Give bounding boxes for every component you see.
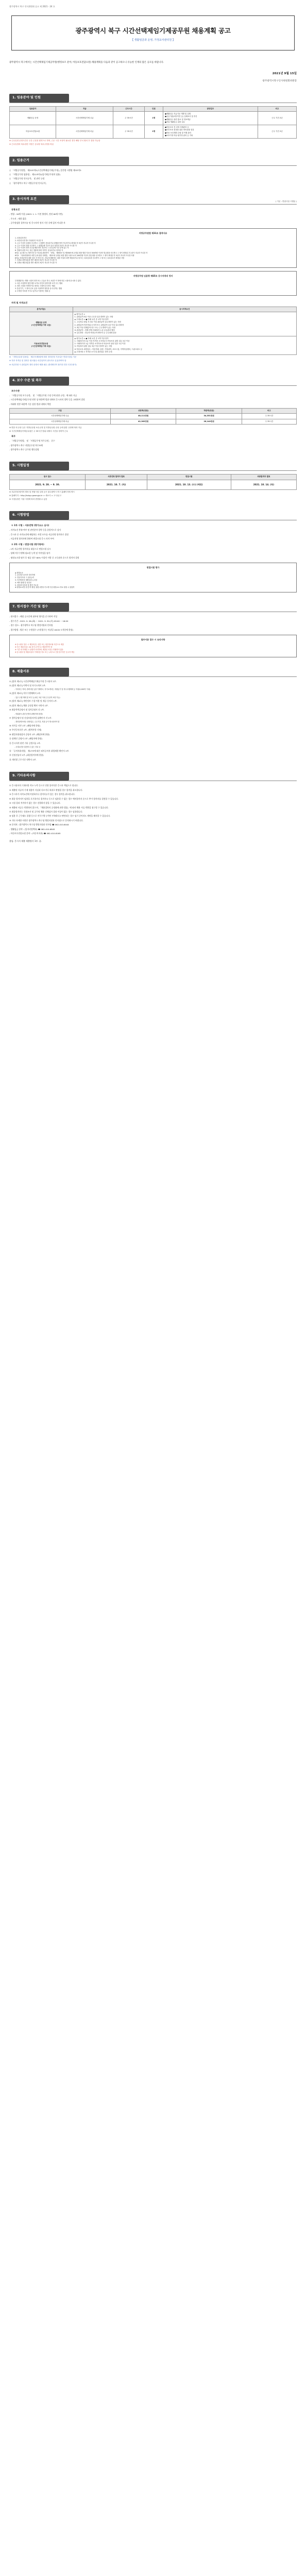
submission-line: - 접수 장소 : 광주광역시 북구청 행정지원과 인사팀	[9, 624, 53, 627]
document-item: ① [별지 제1호] 시간선택제임기제공무원 응시원서 1부.	[9, 680, 57, 683]
schedule-note: ※ 홈페이지 : http://bukgu.gwangju.kr > 새소식 > 고시/공고	[9, 494, 61, 497]
suspension-line: 4. 부정한 자료를 가지고 있거나 이용하는 행위 등	[15, 290, 50, 292]
section-heading: 3. 응시자격 요건	[9, 195, 69, 204]
box-title: 첨부서류 접수 시 유의사항	[141, 638, 165, 641]
requirement-line: ◈ 우대사항 > 자격증 소지 및 관련업무 경력 우대	[74, 351, 112, 353]
table-header: 원서 접수	[10, 474, 86, 480]
table-header: 상한액(천원)	[110, 409, 176, 414]
qualification-subtitle: 자격 및 자격요건	[11, 301, 28, 304]
table-row	[10, 125, 297, 139]
cell-grade: 시간선택제임기제 나급	[56, 112, 113, 125]
document-detail: - 업무 수행 계획 및 포부 등 (최근 3년 이내 근무실적 포함 가능)	[14, 696, 60, 699]
suspension-box	[9, 271, 297, 296]
table-header: 직급	[56, 106, 113, 111]
legal-basis-item: ○ 「광주광역시 북구 지방공무원 인사규칙」	[9, 181, 48, 184]
section-heading: 7. 원서접수 기간 및 접수	[9, 603, 69, 612]
table-note: ※ 「지방공무원 임용령」 제17조제3항에 따라 경력산정 기준일은 면접시험일 기준	[9, 356, 77, 359]
pay-subtitle: 보수수준	[11, 389, 20, 392]
cell-time: 주 35시간	[113, 125, 144, 139]
caution-item: ⑤ 시험 결과 적격자가 없는 경우 선발하지 않을 수 있습니다.	[9, 802, 61, 805]
cell-field: 아동보호전담요원 (시간선택제임기제 마급)	[10, 336, 73, 355]
doc-ref: 광주광역시 북구 인사위원회 공고 제 2021 - 24 호	[9, 5, 55, 8]
table-row	[10, 419, 297, 424]
schedule-note: ※ 서류전형 합격자 발표 및 면접시험 일정 등은 광주광역시 북구 홈페이지에 게시	[9, 490, 75, 493]
common-subtitle: 공통요건	[11, 208, 20, 211]
exam-line: - 1차 서류전형 합격자를 대상으로 면접시험 실시	[9, 547, 51, 550]
table-header: 임용분야	[10, 106, 56, 111]
schedule-note: ※ 시험일정은 기관 사정에 따라 변경될 수 있음	[9, 498, 47, 501]
interview-line: 4. 예의·품행 및 성실성	[15, 581, 31, 584]
section-5	[9, 462, 297, 501]
page-subtitle: 【 생활임금과 운영, 가정교사관리원 】	[131, 39, 175, 42]
document-item: ④ [별지 제4호] 개인정보 수집·이용 및 제공 동의서 1부.	[9, 700, 57, 703]
table-note: ※ 각종 자격증 및 경력은 원서접수 마감일까지 취득하고 유효하여야 함	[9, 360, 66, 362]
pay-line: - 시간선택제임기제공무원 연봉 상·하한액 범위 내에서 응시자의 경력 등을 고려하여 결정	[9, 398, 85, 401]
section-6	[9, 511, 297, 592]
requirement-line: 3. 아동복지 관련 업무 3년 이상 경력이 있는 사람	[74, 345, 112, 348]
section-7	[9, 603, 297, 657]
caution-item: ⑥ 제출된 서류는 반환하지 않으며, 「채용절차의 공정화에 관한 법률」에 따라 채용 서류 반환을 청구할 수 있습니다.	[9, 806, 109, 809]
table-header: 비고	[258, 106, 296, 111]
pay-cell: 42,363천원	[110, 419, 176, 424]
cell-field: 생활임금 운영	[10, 112, 56, 125]
document-item: ⑩ 취업지원대상자 증명서 1부. (해당자에 한함)	[9, 733, 50, 736]
section-1	[9, 94, 297, 146]
disqualification-line: 4. 금고 이상의 형을 선고받고 그 집행유예 기간이 끝난 날부터 2년이 지나지 아니한 자	[15, 244, 77, 247]
disqualification-line: 2. 파산선고를 받고 복권되지 아니한 자	[15, 240, 43, 242]
disqualification-line: 1. 피성년후견인	[15, 237, 27, 240]
cell-time: 주 35시간	[113, 112, 144, 125]
requirement-line: 1. 관련분야 3년 이상 근무한 실무경력이 있는 사람	[74, 315, 113, 318]
table-note: ※ 근무일정과 복무관련 사항은 공무원 복무규정을 따름	[9, 143, 54, 146]
document-item: ③ [별지 제3호] 직무수행계획서 1부.	[9, 692, 41, 695]
table-header: 서류전형 합격자 발표	[86, 474, 147, 480]
legal-basis-item: ○ 「지방공무원 인사규칙」 및 관련 규정	[9, 177, 45, 180]
document-item: ② [별지 제2호] 이력서 및 자기소개서 1부.	[9, 684, 46, 687]
disqualification-line: 6의3. 「성폭력범죄의 처벌 등에 관한 특례법」 제2조에 규정된 죄를 범한 사람으로서 100만원 이상의 벌금형을 선고받고 그 형이 확정된 후 3년이 지나지 아니한 사람	[15, 254, 134, 257]
caution-item: ⑨ 기타 자세한 사항은 광주광역시 북구청 행정지원과 인사팀으로 문의하시기 바랍니다.	[9, 819, 83, 822]
caution-item: ② 제출된 서류의 기재 내용이 사실과 다르거나 허위로 판명될 경우 합격을 취소합니다.	[9, 788, 83, 791]
footer-note: 붙임. 응시서 제출 제출양식 1부. 끝.	[9, 839, 42, 842]
table-header: 하한액(천원)	[176, 409, 242, 414]
suspension-line: 3. 통신기기, 그 밖의 신호 등을 이용하여 답안을 송·수신하는 행위	[15, 287, 62, 290]
box-title: 지방공무원 임용령 제65조 응시자격의 정지	[133, 274, 173, 277]
document-item: ⑤ [별지 제5호] 채용 공정성 확보 서약서 1부.	[9, 704, 48, 707]
cell-field: 생활임금 운영 (시간선택제임기제 나급)	[10, 312, 73, 336]
service-line: - 광주광역시 북구 공무원 행동강령	[9, 448, 39, 451]
disqualification-line: 5. 금고 이상의 형의 선고유예를 받은 경우에 그 선고유예 기간 중에 있는 자	[15, 247, 69, 249]
exam-line: - 당해 직무수행에 필요한 능력 및 적격성을 평가	[9, 552, 50, 555]
submission-line: - 접수기간 : 2021. 9. 28.(화) ~ 2021. 9. 30.(목) 09:00 ~ 18:00	[9, 619, 69, 622]
contact-line: - 아동보호전담요원 분야 : (아동복지과) ☎ 062-410-8165	[9, 832, 61, 835]
schedule-cell: 2021. 9. 28. ~ 9. 30.	[10, 480, 86, 489]
requirement-line: 3. 3년 이상 경제분야 연구 또는 근무경력이 있는 사람	[74, 326, 116, 329]
table-note: ※ 서류전형 시 관련분야 경력 증명서 제출 필수 (경력확인이 불가한 경우 인정 불가)	[9, 363, 77, 366]
cell-note: 근무 기간 2년	[258, 112, 296, 125]
document-detail: - 우대요건을 입증할 수 있는 서류 등	[14, 746, 41, 749]
common-requirement: - 공무원임용 결격사유 및 응시자격 정지 기간 중에 있지 아니한 자	[9, 222, 65, 225]
submission-line: - 접수방법 : 방문 또는 우편접수 (우편접수는 마감일 18:00 도착분에 한함)	[9, 628, 73, 631]
legal-basis-item: ○ 「지방공무원법」 제25조의5(시간선택제임기제공무원), 같은법 시행령 제3조의3	[9, 168, 81, 172]
section-4	[9, 377, 297, 452]
cell-duty: ●생활임금 지급기준 개발 및 실행 ●공공기관(외부이전 등) 실태조사 및 추진 ●생활임금 관련 홍보 및 정보제공 ●기타 생활임금 관련 업무	[163, 112, 258, 125]
table-header: 비고	[242, 409, 296, 414]
schedule-cell: 2021. 10. 14. (목)	[231, 480, 296, 489]
interview-line: 3. 의사발표의 정확성과 논리성	[15, 579, 38, 581]
disqualification-line: 3. 금고 이상의 실형을 선고받고 그 집행이 종료되거나 집행을 받지 아니하기로 확정된 후 5년이 지나지 아니한 자	[15, 242, 96, 244]
requirement-line: ◈ 평가요건 >	[74, 313, 86, 315]
submission-note: ※ 응시원서 및 제출서류의 기재사항 착오 또는 누락으로 인한 불이익은 응시자 책임	[15, 651, 75, 653]
suspension-line: 2. 대리 시험을 의뢰하거나 대리로 시험에 응시하는 행위	[15, 284, 55, 287]
cell-note: 근무 기간 2년	[258, 125, 296, 139]
cell-field: 아동보호전담요원	[10, 125, 56, 139]
page-title: 광주광역시 북구 시간선택제임기제공무원 채용계획 공고	[75, 27, 231, 35]
caution-item: ⑩ 문의처 : 광주광역시 북구청 행정지원과 인사팀 ☎ 062-410-6444	[9, 823, 69, 826]
caution-item: ⑦ 최종합격자는 신원조사 및 공무원 채용 신체검사 결과 이상이 없는 경우 임용됩니다.	[9, 810, 83, 814]
exam-line: - 응시자 중 자격요건에 해당하는 사람 모두를 서류전형 합격자로 결정	[9, 533, 69, 536]
pay-line: - 아래의 연봉 하한액 기준 상한 범위 내에서 책정	[9, 402, 51, 405]
common-requirement: - 주소지 : 제한 없음	[9, 217, 27, 220]
service-line: - 광주광역시 북구 지방공무원 복무조례	[9, 444, 43, 447]
document-item: ⑭ 신원진술서 1부. (최종합격자에 한함)	[9, 754, 44, 757]
section-heading: 6. 시험방법	[9, 511, 69, 520]
table-header: 담당업무	[163, 106, 258, 111]
caution-item: ④ 최종 합격자가 임용을 포기하거나 결격사유 등으로 임용할 수 없는 경우 예비합격자 순으로 추가 합격자를 결정할 수 있습니다.	[9, 797, 119, 800]
interview-box	[9, 563, 297, 592]
document-item: ⑦ 경력증명서 및 건강보험자격득실확인서 각 1부.	[9, 716, 52, 719]
table-header: 분야(직급)	[10, 307, 73, 312]
interview-line: ◈ 평정요소	[15, 571, 23, 574]
submission-line: - 원서접수 : 해당 공고문에 첨부된 양식을 준수하여 작성	[9, 615, 57, 618]
requirement-line: ※ 관련분야 : 경제·경영·사회복지·노동·공공관리·행정	[74, 329, 115, 332]
table-header: 근무시간	[113, 106, 144, 111]
table-row	[10, 312, 297, 336]
document-item: ⑨ 주민등록초본 1부. (병역사항 기재)	[9, 728, 42, 732]
document-detail: - 이력서는 학력, 경력사항 등을 기재하고, 자기소개서는 지원동기 및 직무수행계획 등 작성(2,000자 이내)	[14, 688, 91, 691]
table-row	[10, 112, 297, 125]
interview-line: 1. 공무원으로서의 정신자세	[15, 574, 35, 577]
table-header: 응시자격요건	[73, 307, 296, 312]
table-header: 인원	[144, 106, 163, 111]
section-heading: 4. 보수 수준 및 복무	[9, 377, 69, 385]
caution-item: ⑧ 임용 후 근무태도 불량 등으로 직무수행 능력이 부족하다고 판단되는 경우 임기 중이라도 계약을 해지할 수 있습니다.	[9, 815, 111, 818]
submission-note: ※ 모든 제출서류는 A4 용지 규격으로 제출하여야 함	[15, 646, 53, 649]
table-row	[10, 336, 297, 355]
disqualification-line: 8. 징계로 해임처분을 받은 때부터 3년이 지나지 아니한 자	[15, 262, 57, 264]
suspension-line: 1. 다른 수험생의 답안지를 보거나 본인의 답안지를 보여 주는 행위	[15, 282, 63, 285]
exam-line: - 서류전형 합격자에 한하여 면접시험 응시 자격 부여	[9, 537, 54, 540]
common-requirement: - 연령 : 18세 이상 (2003. 1. 1. 이전 출생자, 정년 60세 미만)	[9, 213, 63, 216]
pay-cell: 시간선택제임기제 마급	[10, 419, 111, 424]
document-item: ⑪ 장애인 증명서 1부. (해당자에 한함)	[9, 737, 43, 740]
document-item: ⑥ 최종학력증명서 및 성적증명서 각 1부.	[9, 708, 45, 711]
table-note: ※ 근무일정 운영시간은 주간 근무를 원칙으로 하며, 근무 시간 조정이 필요한 경우 해당 부서 협의 후 결정 가능함	[9, 140, 100, 142]
pay-note: ※ 연봉 외 수당 등은 지방공무원 보수규정 및 지방공무원 수당 등에 관한 규정에 따라 지급	[9, 426, 82, 429]
pay-cell: 주 35시간	[242, 414, 296, 419]
pay-cell: 26,140천원	[176, 419, 242, 424]
disqualification-line: 6. 법원의 판결 또는 다른 법률에 따라 자격이 상실되거나 정지된 자	[15, 249, 63, 252]
document-item: ⑮ 개인별 근무기간 내역서 1부.	[9, 758, 37, 761]
pay-cell: 34,351천원	[176, 414, 242, 419]
section-heading: 5. 시험일정	[9, 462, 69, 470]
schedule-cell: 2021. 10. 7. (목)	[86, 480, 147, 489]
table-header: 최종합격자 발표	[231, 474, 296, 480]
section-heading: 9. 기타유의사항	[9, 772, 69, 781]
requirement-line: 2. 관련분야 학사학위 소지자 또는 관련분야 1년 이상 실무경력자	[74, 324, 124, 326]
document-detail: - 학위취득 관련 증명서 (해당자에 한함)	[14, 713, 43, 715]
interview-line: 5. 창의력·의지력 및 발전 가능성	[15, 584, 39, 586]
section-2	[9, 157, 297, 185]
pay-line: - 「지방공무원 보수규정」 및 「지방공무원 수당 등에 관한 규정」에 따라 지급	[9, 394, 77, 397]
disqualification-line: 7. 징계로 파면처분을 받은 때부터 5년이 지나지 아니한 자	[15, 259, 57, 262]
document-item: ⑬ 「공직자윤리법」 제17조에 따른 퇴직공직자 취업제한 확인서 1부.	[9, 749, 70, 752]
interview-line: ※ 평정요소별 상·중·하 평정, 위원 과반수가 2개 이상 평정요소 하로 평정 시 불합격	[15, 586, 75, 589]
criteria-note: ( 기준 : 면접시험 시행일 )	[276, 200, 297, 203]
pay-cell: 주 35시간	[242, 419, 296, 424]
section-heading: 2. 임용근거	[9, 157, 69, 165]
requirement-line: ※ 실무경력 : 정규직·비정규직·계약직 등 근무형태 불문	[74, 332, 116, 334]
section-heading: 1. 임용분야 및 인원	[9, 94, 69, 103]
second-exam: ② 2차 시험 : 면접시험 (평가항목)	[11, 543, 44, 546]
requirement-line: ※ 아동보호 관련업무 : 아동학대, 입양, 가정위탁, 보호시설, 지역아동센터, 드림스타트 등	[74, 348, 143, 350]
table-header: 면접시험	[147, 474, 231, 480]
section-9	[9, 772, 297, 835]
requirement-line: 1. 고등학교 졸업 후 3년 이상 관련분야 실무경력이 있는 사람	[74, 321, 121, 324]
requirement-line: 2. 사회복지사 1급 자격증 소지자로서 아동보호 관련 업무 1년 이상	[74, 343, 126, 345]
document-item: ⑧ 자격증 사본 1부. (해당자에 한함)	[9, 724, 41, 727]
pay-cell: 48,111천원	[110, 414, 176, 419]
exam-line: - 자격요건 충족 여부 및 관련분야 경력 등을 종합적으로 심사	[9, 529, 61, 532]
interview-line: 2. 전문지식과 그 응용능력	[15, 577, 34, 579]
contact-line: - 생활임금 분야 : (일자리정책과) ☎ 062-410-6845	[9, 827, 55, 831]
cell-count: 1명	[144, 125, 163, 139]
service-subtitle: 복무	[11, 434, 16, 437]
cell-requirements	[73, 336, 296, 355]
cell-duty: ●아동보호 전 과정 사례관리 등 ●보호조치 결정을 위한 양육상황 점검 ●아동 보호계획 수립 및 이행 관리 ●보호가정 아동·원가정 관리 등 기타	[163, 125, 258, 139]
schedule-cell: 2021. 10. 13. (수) (예정)	[147, 480, 231, 489]
pay-table	[9, 408, 297, 424]
first-exam: ① 1차 시험 : 서류전형 (평가요소 심사)	[11, 524, 49, 527]
requirement-line: ◈ 평가요건 > ● 아래 요건 중 1개 이상 충족	[74, 337, 109, 340]
cell-count: 1명	[144, 112, 163, 125]
cell-grade: 시간선택제임기제 마급	[56, 125, 113, 139]
schedule-table	[9, 474, 297, 489]
table-row	[10, 414, 297, 419]
submission-note: ※ 기간 내 미제출 시 불합격 처리하며, 제출된 서류는 반환하지 않음	[15, 648, 63, 651]
position-table	[9, 106, 297, 139]
notice-date: 2021년 9월 15일	[272, 72, 297, 76]
requirement-line: ◈ 우대요건 > ● 아래 요건 중 1개 이상 충족	[74, 318, 109, 321]
caution-item: ① 응시원서의 기재사항 착오·누락 등으로 인한 불이익은 응시자 책임으로 합니다.	[9, 784, 79, 787]
box-title: 지방공무원법 제31조 결격사유	[139, 231, 167, 234]
disqualification-line: 6의2. 공무원으로 재직기간 중 직무와 관련하여 「형법」 제355조 및 제356조에 규정된 죄를 범한 자로서 300만원 이상의 벌금형을 선고받고 그 형이 확정된 후 2년이 지나지 아니한 자	[15, 252, 148, 254]
legal-basis-item: ○ 「지방공무원 임용령」 제21조의2(임기제공무원의 임용)	[9, 173, 61, 176]
pay-note: ※ 시간선택제임기제공무원은 주 35시간 범위 내에서 시간을 정하여 근무	[9, 430, 68, 432]
section-3	[9, 195, 297, 366]
requirement-line: 1. 사회복지사 2급 이상 자격증 소지자로서 아동보호 관련 업무 2년 이상	[74, 340, 130, 342]
qualification-table	[9, 307, 297, 355]
notice-org: 광주광역시북구인사위원회위원장	[262, 80, 297, 83]
exam-line: - 평정요소별 평가 후 평균 점수 60% 이상인 사람 중 고득점자 순으로 합격자 결정	[9, 556, 79, 559]
cell-requirements	[73, 312, 296, 336]
document-detail: - 경력증명서에는 담당업무, 근무기간, 직위 등이 명시되어야 함	[14, 721, 60, 723]
document-item: ⑫ 응시자격 관련 기타 증빙서류 1부.	[9, 741, 41, 744]
section-8	[9, 668, 297, 762]
disqualification-line: 6의4. 미성년자에 대한 다음 각 목의 어느 하나에 해당하는 죄를 저질러 파면·해임되거나 형 또는 치료감호를 선고받아 그 형 또는 치료감호가 확정된 사람	[15, 257, 125, 259]
pay-cell: 시간선택제임기제 나급	[10, 414, 111, 419]
submission-note: ※ 응시원서 접수 시 제출서류는 원본 또는 원본대조필 사본으로 제출	[15, 643, 64, 646]
disqualification-box	[9, 228, 297, 268]
box-title: 면접시험 평가	[146, 566, 160, 569]
section-heading: 8. 제출서류	[9, 668, 69, 676]
caution-item: ③ 응시자가 자격요건에 미달하거나 결격사유가 있는 경우 합격을 취소합니다.	[9, 793, 75, 796]
table-header: 구분	[10, 409, 111, 414]
service-line: - 「지방공무원법」 및 「지방공무원 복무규정」 준수	[9, 439, 55, 443]
suspension-line: 부정행위자는 해당 시험의 정지 또는 무효로 하고, 5년간 이 영에 따른 시험에 응시할 수 없다.	[15, 280, 82, 282]
intro-text: 광주광역시 북구에서는 시간선택제임기제공무원(행정보조 분야, 아동보호전담요원) 채용계획을 다음과 같이 공고하오니 유능한 인재의 많은 응모를 바랍니다.	[9, 61, 164, 64]
submission-box	[9, 635, 297, 657]
title-box	[11, 15, 295, 50]
